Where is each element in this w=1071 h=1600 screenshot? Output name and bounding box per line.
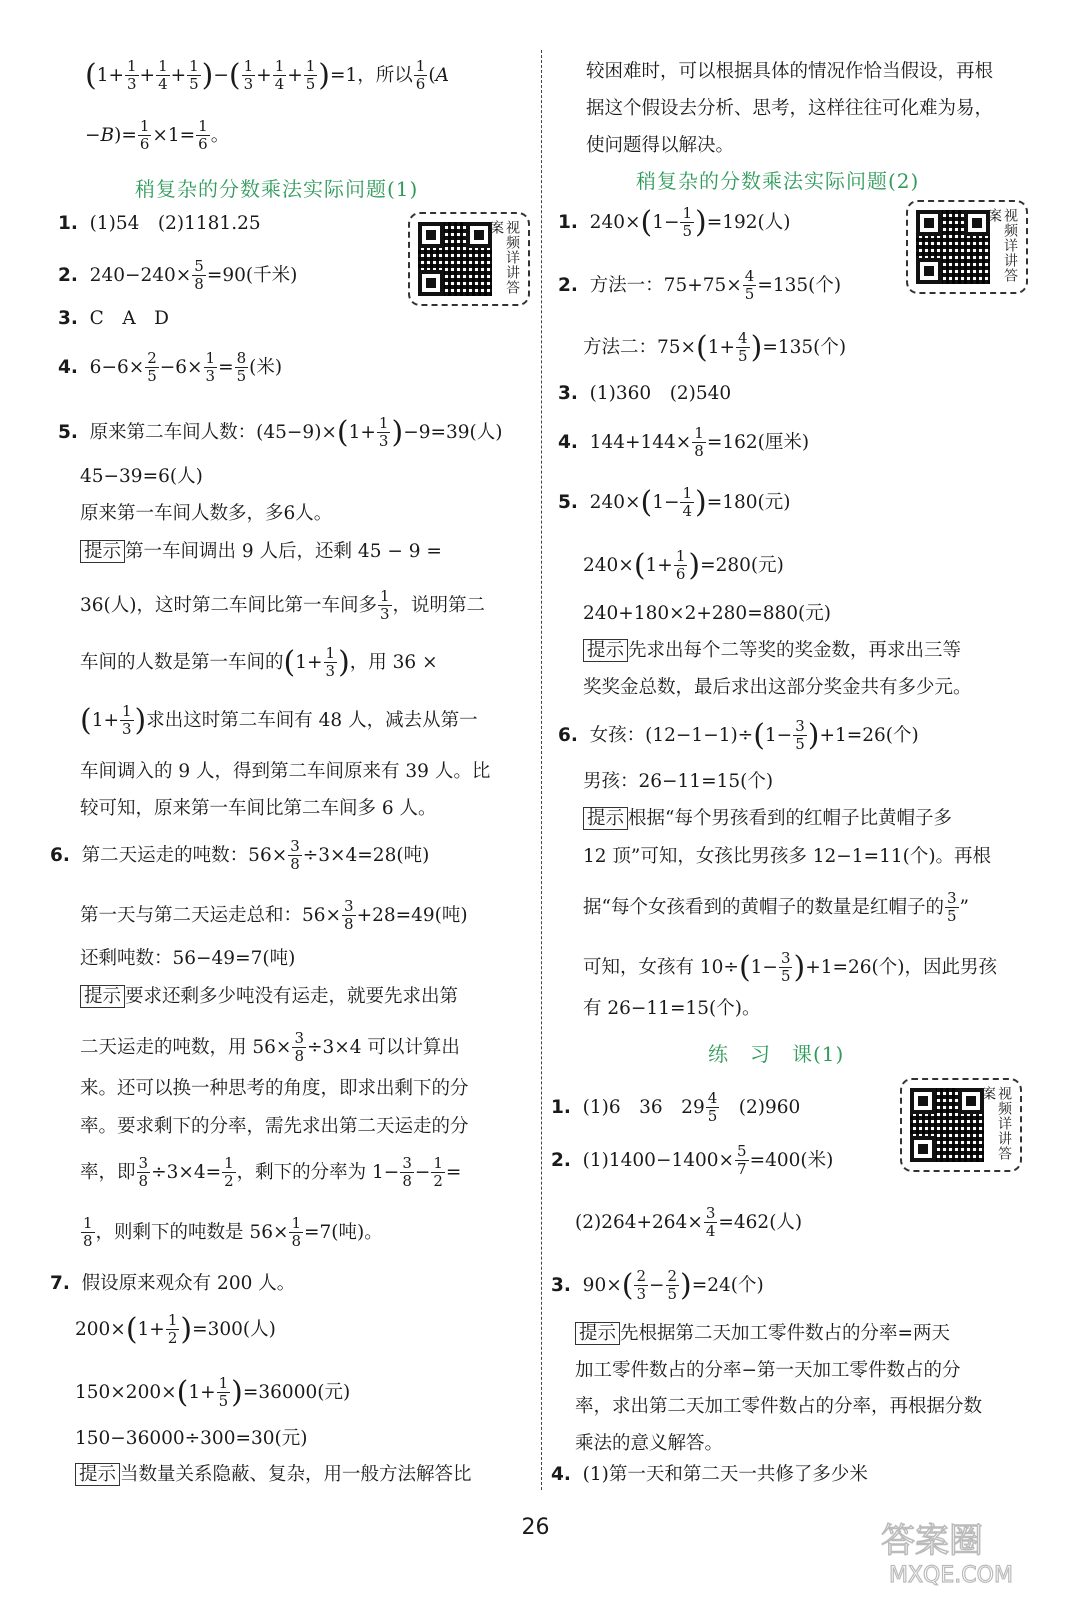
answer-4: 4. 6−6× $\frac{2}{5}$ −6× $\frac{1}{3}$ = $\frac{8}{5}$ (米) [58,349,283,386]
line: 奖奖金总数，最后求出这部分奖金共有多少元。 [583,677,972,698]
answer-7: 7. 假设原来观众有 200 人。 [50,1273,296,1294]
practice-3: 3. 90×( $\frac{2}{3}$ − $\frac{2}{5}$ )=24(个) [551,1267,764,1304]
line: 车间调入的 9 人，得到第二车间原来有 39 人。比 [80,761,491,782]
line: 据“每个女孩看到的黄帽子的数量是红帽子的 $\frac{3}{5}$ ” [583,889,969,926]
line: 二天运走的吨数，用 56× $\frac{3}{8}$ ÷3×4 可以计算出 [80,1029,460,1066]
line: 较可知，原来第一车间比第二车间多 6 人。 [80,798,437,819]
line: 可知，女孩有 10÷(1− $\frac{3}{5}$ )+1=26(个)，因此男孩 [583,949,997,986]
line: 较困难时，可以根据具体的情况作恰当假设，再根 [586,61,994,82]
answer-6: 6. 女孩：(12−1−1)÷(1− $\frac{3}{5}$ )+1=26(个) [558,717,919,754]
answer-5: 5. 240×(1− $\frac{1}{4}$ )=180(元) [558,484,791,521]
line: 乘法的意义解答。 [575,1433,724,1454]
answer-1: 1. 240×(1− $\frac{1}{5}$ )=192(人) [558,204,791,241]
line: (1+ $\frac{1}{3}$ )求出这时第二车间有 48 人，减去从第一 [80,702,478,739]
watermark-logo [861,1510,1041,1590]
section-heading: 练 习 课(1) [708,1042,845,1066]
qr-code[interactable] [906,200,1028,294]
tip: 提示 根据“每个男孩看到的红帽子比黄帽子多 [583,810,952,829]
line: 12 顶”可知，女孩比男孩多 12−1=11(个)。再根 [583,846,992,867]
qr-label: 视频详讲答案 [488,220,520,295]
answer-5: 5. 原来第二车间人数：(45−9)×(1+ $\frac{1}{3}$ )−9=39(人) [58,414,503,451]
line: 据这个假设去分析、思考，这样往往可化难为易， [586,98,994,119]
line: (1+ $\frac{1}{3}$ + $\frac{1}{4}$ + $\frac{1}{5}$ )−( $\frac{1}{3}$ + $\frac{1}{4}$ + $\frac{1}{5}$ )=1，所以 $\frac{1}{6}$ (A [85,57,449,94]
tip: 提示 要求还剩多少吨没有运走，就要先求出第 [80,988,458,1007]
line: 方法二：75×(1+ $\frac{4}{5}$ )=135(个) [583,329,847,366]
line: 率。要求剩下的分率，需先求出第二天运走的分 [80,1116,469,1137]
answer-3: 3. (1)360 (2)540 [558,383,732,404]
svg-text:答案圈: 答案圈 [881,1521,983,1561]
line: 来。还可以换一种思考的角度，即求出剩下的分 [80,1078,469,1099]
tip: 提示 先求出每个二等奖的奖金数，再求出三等 [583,642,961,661]
line: 原来第一车间人数多，多6人。 [80,503,333,524]
line: 第一天与第二天运走总和：56× $\frac{3}{8}$ +28=49(吨) [80,897,468,934]
qr-label: 视频详讲答案 [980,1086,1012,1161]
section-heading: 稍复杂的分数乘法实际问题(1) [135,177,419,201]
line: $\frac{1}{8}$ ，则剩下的吨数是 56× $\frac{1}{8}$ =7(吨)。 [83,1214,383,1251]
line: 240×(1+ $\frac{1}{6}$ )=280(元) [583,547,784,584]
line: −B)= $\frac{1}{6}$ ×1= $\frac{1}{6}$ 。 [85,117,230,154]
tip: 提示 当数量关系隐蔽、复杂，用一般方法解答比 [75,1466,472,1485]
line: 加工零件数占的分率−第一天加工零件数占的分 [575,1360,961,1381]
line: 150−36000÷300=30(元) [75,1428,308,1449]
answer-3: 3. C A D [58,308,170,329]
answer-1: 1. (1)54 (2)1181.25 [58,213,261,234]
line: 有 26−11=15(个)。 [583,998,761,1019]
svg-text:MXQE.COM: MXQE.COM [889,1563,1013,1588]
line: 36(人)，这时第二车间比第一车间多 $\frac{1}{3}$ ，说明第二 [80,587,486,624]
line: 45−39=6(人) [80,466,203,487]
answer-4: 4. 144+144× $\frac{1}{8}$ =162(厘米) [558,424,810,461]
line: 还剩吨数：56−49=7(吨) [80,948,296,969]
line: 使问题得以解决。 [586,135,735,156]
qr-code[interactable] [408,212,530,306]
practice-1: 1. (1)6 36 29 $\frac{4}{5}$ (2)960 [551,1089,801,1126]
line: 男孩：26−11=15(个) [583,771,774,792]
line: (2)264+264× $\frac{3}{4}$ =462(人) [575,1204,803,1241]
tip: 提示 第一车间调出 9 人后，还剩 45 − 9 = [80,543,442,562]
column-divider [541,50,542,1490]
line: 率，即 $\frac{3}{8}$ ÷3×4= $\frac{1}{2}$ ，剩下的分率为 1− $\frac{3}{8}$ − $\frac{1}{2}$ = [80,1154,462,1191]
section-heading: 稍复杂的分数乘法实际问题(2) [636,169,920,193]
line: 车间的人数是第一车间的(1+ $\frac{1}{3}$ )，用 36 × [80,644,438,681]
answer-2: 2. 方法一：75+75× $\frac{4}{5}$ =135(个) [558,267,842,304]
answer-2: 2. 240−240× $\frac{5}{8}$ =90(千米) [58,257,298,294]
practice-4: 4. (1)第一天和第二天一共修了多少米 [551,1464,868,1485]
line: 200×(1+ $\frac{1}{2}$ )=300(人) [75,1311,276,1348]
page-number: 26 [521,1515,550,1540]
line: 240+180×2+280=880(元) [583,603,831,624]
qr-code[interactable] [900,1078,1022,1172]
answer-6: 6. 第二天运走的吨数：56× $\frac{3}{8}$ ÷3×4=28(吨) [50,837,430,874]
line: 150×200×(1+ $\frac{1}{5}$ )=36000(元) [75,1374,351,1411]
qr-label: 视频详讲答案 [986,208,1018,283]
tip: 提示 先根据第二天加工零件数占的分率=两天 [575,1325,950,1344]
practice-2: 2. (1)1400−1400× $\frac{5}{7}$ =400(米) [551,1142,834,1179]
line: 率，求出第二天加工零件数占的分率，再根据分数 [575,1396,983,1417]
